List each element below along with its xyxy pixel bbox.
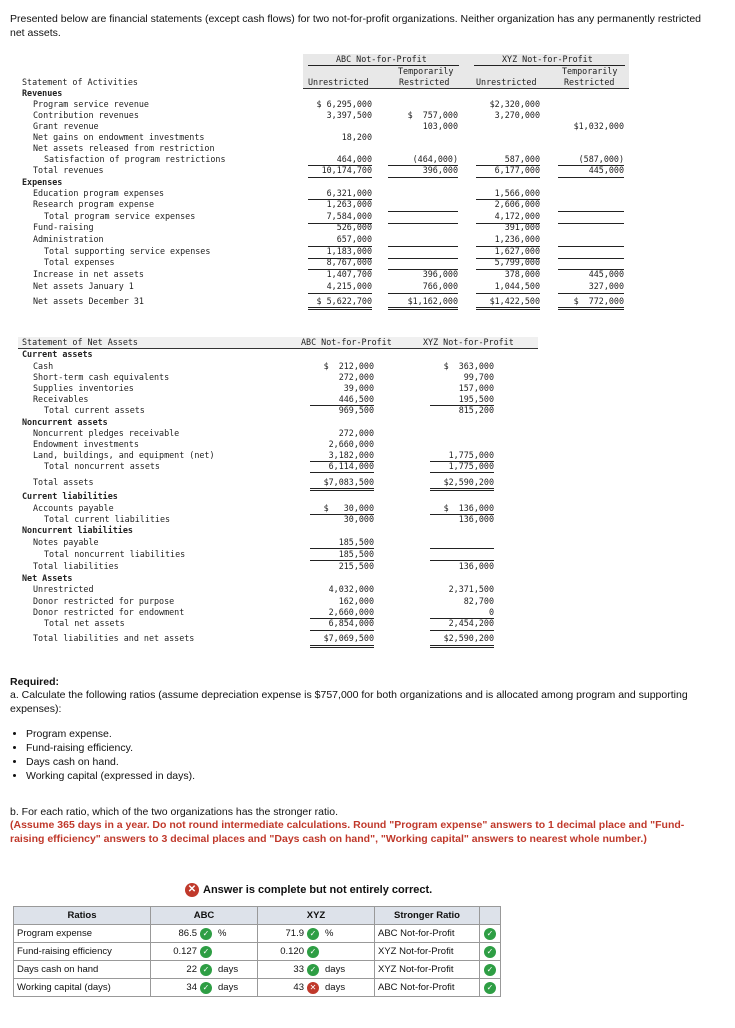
- net-assets-value-a: 4,032,000: [328, 584, 374, 594]
- check-icon: ✓: [484, 982, 496, 994]
- answer-row: [14, 961, 501, 979]
- activities-row-label: Total supporting service expenses: [44, 246, 211, 256]
- abc-unit: days: [215, 979, 258, 997]
- check-icon: ✓: [200, 964, 212, 976]
- net-assets-value-x: 1,775,000: [448, 461, 494, 471]
- stronger-check: [480, 943, 501, 961]
- net-assets-row-label: Total liabilities: [33, 561, 119, 571]
- net-assets-title: Statement of Net Assets: [22, 337, 138, 347]
- stronger-check: [480, 979, 501, 997]
- stronger-ratio-select[interactable]: ABC Not-for-Profit: [375, 925, 480, 943]
- activities-value-a1: 657,000: [336, 234, 372, 244]
- ratio-label: Days cash on hand: [14, 961, 151, 979]
- check-icon: ✓: [307, 928, 319, 940]
- net-assets-org-xyz: XYZ Not-for-Profit: [423, 337, 514, 347]
- required-b-text: b. For each ratio, which of the two organizations has the stronger ratio.: [10, 806, 339, 818]
- net-assets-row-label: Total current liabilities: [44, 514, 171, 524]
- activities-value-a1: 4,215,000: [326, 281, 372, 291]
- header-abc: ABC: [151, 907, 258, 925]
- xyz-value[interactable]: 71.9: [285, 928, 304, 939]
- activities-row-label: Grant revenue: [33, 121, 99, 131]
- activities-row-label: Increase in net assets: [33, 269, 144, 279]
- required-heading: Required:: [10, 676, 60, 688]
- activities-value-a2: $ 757,000: [407, 110, 458, 120]
- activities-org-xyz: XYZ Not-for-Profit: [502, 54, 593, 64]
- col-xyz-unrestricted: Unrestricted: [476, 77, 537, 87]
- net-assets-value-a: 215,500: [338, 561, 374, 571]
- activities-row-label: Net assets released from restriction: [33, 143, 215, 153]
- error-icon: ✕: [307, 982, 319, 994]
- activities-value-x2: $1,032,000: [573, 121, 624, 131]
- net-assets-row-label: Total assets: [33, 477, 94, 487]
- net-assets-row-label: Short-term cash equivalents: [33, 372, 170, 382]
- activities-value-x1: $1,422,500: [489, 296, 540, 306]
- net-assets-row-label: Total net assets: [44, 618, 125, 628]
- abc-value[interactable]: 34: [186, 982, 197, 993]
- net-assets-row-label: Unrestricted: [33, 584, 94, 594]
- net-assets-value-x: 136,000: [458, 561, 494, 571]
- activities-row-label: Education program expenses: [33, 188, 165, 198]
- activities-row-label: Administration: [33, 234, 104, 244]
- activities-value-x1: 5,799,000: [494, 257, 540, 267]
- activities-value-a2: 103,000: [422, 121, 458, 131]
- activities-value-a1: 8,767,000: [326, 257, 372, 267]
- net-assets-value-a: $7,083,500: [323, 477, 374, 487]
- check-icon: ✓: [200, 928, 212, 940]
- bullet-item: • Working capital (expressed in days).: [26, 769, 710, 783]
- activities-value-a1: 1,407,700: [326, 269, 372, 279]
- net-assets-row-label: Noncurrent assets: [22, 417, 108, 427]
- check-icon: ✓: [484, 928, 496, 940]
- col-abc-unrestricted: Unrestricted: [308, 77, 369, 87]
- check-icon: ✓: [200, 982, 212, 994]
- activities-value-x2: $ 772,000: [573, 296, 624, 306]
- stronger-check: [480, 925, 501, 943]
- net-assets-value-a: 39,000: [343, 383, 374, 393]
- activities-title: Statement of Activities: [22, 77, 138, 87]
- net-assets-row-label: Net Assets: [22, 573, 73, 583]
- col-xyz-temp: Temporarily: [562, 66, 618, 76]
- net-assets-value-x: $ 363,000: [443, 361, 494, 371]
- header-xyz: XYZ: [258, 907, 375, 925]
- activities-value-x2: 445,000: [588, 269, 624, 279]
- net-assets-value-a: 272,000: [338, 372, 374, 382]
- stronger-ratio-select[interactable]: XYZ Not-for-Profit: [375, 943, 480, 961]
- net-assets-value-x: 82,700: [463, 596, 494, 606]
- activities-value-x1: 3,270,000: [494, 110, 540, 120]
- required-bullets: [10, 727, 710, 783]
- stronger-ratio-select[interactable]: XYZ Not-for-Profit: [375, 961, 480, 979]
- xyz-value-cell[interactable]: [258, 925, 323, 943]
- net-assets-value-x: 0: [488, 607, 494, 617]
- net-assets-value-a: $ 30,000: [323, 503, 374, 513]
- bullet-item: • Fund-raising efficiency.: [26, 741, 710, 755]
- abc-unit: [215, 943, 258, 961]
- activities-value-x1: 2,606,000: [494, 199, 540, 209]
- net-assets-value-x: 99,700: [463, 372, 494, 382]
- activities-row-label: Fund-raising: [33, 222, 94, 232]
- net-assets-row-label: Notes payable: [33, 537, 99, 547]
- net-assets-value-x: 136,000: [458, 514, 494, 524]
- net-assets-value-x: 1,775,000: [448, 450, 494, 460]
- net-assets-value-a: 185,500: [338, 537, 374, 547]
- activities-value-x1: 1,566,000: [494, 188, 540, 198]
- answer-row: [14, 943, 501, 961]
- activities-value-a1: 7,584,000: [326, 211, 372, 221]
- activities-value-x2: (587,000): [578, 154, 624, 164]
- xyz-value-cell[interactable]: [258, 979, 323, 997]
- ratio-label: Fund-raising efficiency: [14, 943, 151, 961]
- stronger-check: [480, 961, 501, 979]
- activities-value-a1: 1,263,000: [326, 199, 372, 209]
- net-assets-row-label: Donor restricted for purpose: [33, 596, 175, 606]
- net-assets-value-a: 162,000: [338, 596, 374, 606]
- stronger-ratio-select[interactable]: ABC Not-for-Profit: [375, 979, 480, 997]
- activities-value-x1: 4,172,000: [494, 211, 540, 221]
- abc-value[interactable]: 86.5: [178, 928, 197, 939]
- activities-row-label: Net assets December 31: [33, 296, 144, 306]
- activities-row-label: Program service revenue: [33, 99, 149, 109]
- net-assets-row-label: Total liabilities and net assets: [33, 633, 195, 643]
- activities-row-label: Research program expense: [33, 199, 155, 209]
- check-icon: ✓: [200, 946, 212, 958]
- net-assets-value-a: 6,854,000: [328, 618, 374, 628]
- activities-row-label: Expenses: [22, 177, 63, 187]
- net-assets-row-label: Total noncurrent liabilities: [44, 549, 186, 559]
- abc-value[interactable]: 22: [186, 964, 197, 975]
- check-icon: ✓: [307, 964, 319, 976]
- net-assets-row-label: Accounts payable: [33, 503, 114, 513]
- ratio-label: Program expense: [14, 925, 151, 943]
- net-assets-value-x: 157,000: [458, 383, 494, 393]
- xyz-unit: %: [322, 925, 375, 943]
- check-icon: ✓: [484, 946, 496, 958]
- net-assets-row-label: Donor restricted for endowment: [33, 607, 185, 617]
- answer-banner: [185, 883, 432, 897]
- net-assets-row-label: Land, buildings, and equipment (net): [33, 450, 215, 460]
- activities-value-a2: (464,000): [412, 154, 458, 164]
- activities-org-abc: ABC Not-for-Profit: [336, 54, 427, 64]
- net-assets-row-label: Noncurrent liabilities: [22, 525, 133, 535]
- activities-value-x1: 391,000: [504, 222, 540, 232]
- abc-value-cell[interactable]: [151, 943, 216, 961]
- net-assets-value-x: $ 136,000: [443, 503, 494, 513]
- net-assets-value-a: 969,500: [338, 405, 374, 415]
- net-assets-row-label: Endowment investments: [33, 439, 139, 449]
- net-assets-value-a: $7,069,500: [323, 633, 374, 643]
- activities-row-label: Revenues: [22, 88, 63, 98]
- activities-row-label: Contribution revenues: [33, 110, 139, 120]
- answer-table: [13, 906, 501, 997]
- net-assets-value-a: 185,500: [338, 549, 374, 559]
- activities-value-a1: 10,174,700: [321, 165, 372, 175]
- net-assets-value-x: 195,500: [458, 394, 494, 404]
- net-assets-value-x: $2,590,200: [443, 477, 494, 487]
- activities-value-x1: 1,044,500: [494, 281, 540, 291]
- net-assets-org-abc: ABC Not-for-Profit: [301, 337, 392, 347]
- abc-unit: %: [215, 925, 258, 943]
- net-assets-row-label: Total current assets: [44, 405, 145, 415]
- net-assets-row-label: Noncurrent pledges receivable: [33, 428, 180, 438]
- abc-value[interactable]: 0.127: [173, 946, 197, 957]
- abc-unit: days: [215, 961, 258, 979]
- net-assets-value-x: 2,371,500: [448, 584, 494, 594]
- activities-row-label: Total expenses: [44, 257, 115, 267]
- check-icon: ✓: [307, 946, 319, 958]
- net-assets-value-a: $ 212,000: [323, 361, 374, 371]
- activities-row-label: Net gains on endowment investments: [33, 132, 205, 142]
- activities-value-a2: $1,162,000: [407, 296, 458, 306]
- net-assets-value-x: 2,454,200: [448, 618, 494, 628]
- net-assets-row-label: Cash: [33, 361, 54, 371]
- bullet-item: • Days cash on hand.: [26, 755, 710, 769]
- header-ratios: Ratios: [14, 907, 151, 925]
- net-assets-value-x: $2,590,200: [443, 633, 494, 643]
- xyz-value[interactable]: 33: [293, 964, 304, 975]
- net-assets-value-a: 272,000: [338, 428, 374, 438]
- net-assets-value-a: 6,114,000: [328, 461, 374, 471]
- activities-value-a1: $ 5,622,700: [316, 296, 372, 306]
- net-assets-row-label: Total noncurrent assets: [44, 461, 160, 471]
- net-assets-row-label: Receivables: [33, 394, 89, 404]
- xyz-value[interactable]: 43: [293, 982, 304, 993]
- activities-value-x2: 327,000: [588, 281, 624, 291]
- xyz-value-cell[interactable]: [258, 961, 323, 979]
- activities-value-x2: 445,000: [588, 165, 624, 175]
- xyz-unit: days: [322, 961, 375, 979]
- net-assets-row-label: Supplies inventories: [33, 383, 134, 393]
- activities-value-x1: 6,177,000: [494, 165, 540, 175]
- xyz-value[interactable]: 0.120: [280, 946, 304, 957]
- activities-value-a1: $ 6,295,000: [316, 99, 372, 109]
- ratio-label: Working capital (days): [14, 979, 151, 997]
- required-b-note: (Assume 365 days in a year. Do not round intermediate calculations. Round "Program expense" answers to 1 decimal place and "Fund-raising efficiency" answers to 3 decimal places and "Days cash on hand", "Working capital" answers to nearest whole number.): [10, 819, 685, 845]
- activities-row-label: Satisfaction of program restrictions: [44, 154, 226, 164]
- activities-value-a1: 3,397,500: [326, 110, 372, 120]
- col-xyz-restricted: Restricted: [564, 77, 615, 87]
- activities-value-x1: 587,000: [504, 154, 540, 164]
- net-assets-row-label: Current assets: [22, 349, 93, 359]
- activities-row-label: Net assets January 1: [33, 281, 134, 291]
- error-icon: ✕: [185, 883, 199, 897]
- header-stronger: Stronger Ratio: [375, 907, 480, 925]
- activities-value-x1: $2,320,000: [489, 99, 540, 109]
- activities-value-a2: 766,000: [422, 281, 458, 291]
- activities-value-a1: 526,000: [336, 222, 372, 232]
- net-assets-value-a: 2,660,000: [328, 607, 374, 617]
- activities-row-label: Total revenues: [33, 165, 104, 175]
- abc-value-cell[interactable]: [151, 961, 216, 979]
- intro-text: Presented below are financial statements (except cash flows) for two not-for-profit organizations. Neither organization has any permanently restricted net assets.: [10, 13, 702, 39]
- net-assets-value-a: 30,000: [343, 514, 374, 524]
- activities-value-a1: 464,000: [336, 154, 372, 164]
- net-assets-value-a: 3,182,000: [328, 450, 374, 460]
- abc-value-cell[interactable]: [151, 979, 216, 997]
- bullet-item: • Program expense.: [26, 727, 710, 741]
- net-assets-value-x: 815,200: [458, 405, 494, 415]
- activities-value-a1: 6,321,000: [326, 188, 372, 198]
- abc-value-cell[interactable]: [151, 925, 216, 943]
- net-assets-value-a: 446,500: [338, 394, 374, 404]
- col-abc-temp: Temporarily: [398, 66, 454, 76]
- activities-value-a2: 396,000: [422, 165, 458, 175]
- xyz-unit: [322, 943, 375, 961]
- check-icon: ✓: [484, 964, 496, 976]
- net-assets-value-a: 2,660,000: [328, 439, 374, 449]
- activities-value-a1: 1,183,000: [326, 246, 372, 256]
- answer-row: [14, 925, 501, 943]
- activities-value-x1: 1,627,000: [494, 246, 540, 256]
- activities-value-a2: 396,000: [422, 269, 458, 279]
- col-abc-restricted: Restricted: [399, 77, 450, 87]
- xyz-unit: days: [322, 979, 375, 997]
- activities-value-x1: 378,000: [504, 269, 540, 279]
- activities-value-x1: 1,236,000: [494, 234, 540, 244]
- banner-text: Answer is complete but not entirely correct.: [203, 884, 433, 896]
- activities-value-a1: 18,200: [341, 132, 372, 142]
- answer-row: [14, 979, 501, 997]
- activities-row-label: Total program service expenses: [44, 211, 196, 221]
- required-a-text: a. Calculate the following ratios (assume depreciation expense is $757,000 for both organizations and is allocated among program and supporting expenses):: [10, 689, 688, 715]
- net-assets-row-label: Current liabilities: [22, 491, 118, 501]
- xyz-value-cell[interactable]: [258, 943, 323, 961]
